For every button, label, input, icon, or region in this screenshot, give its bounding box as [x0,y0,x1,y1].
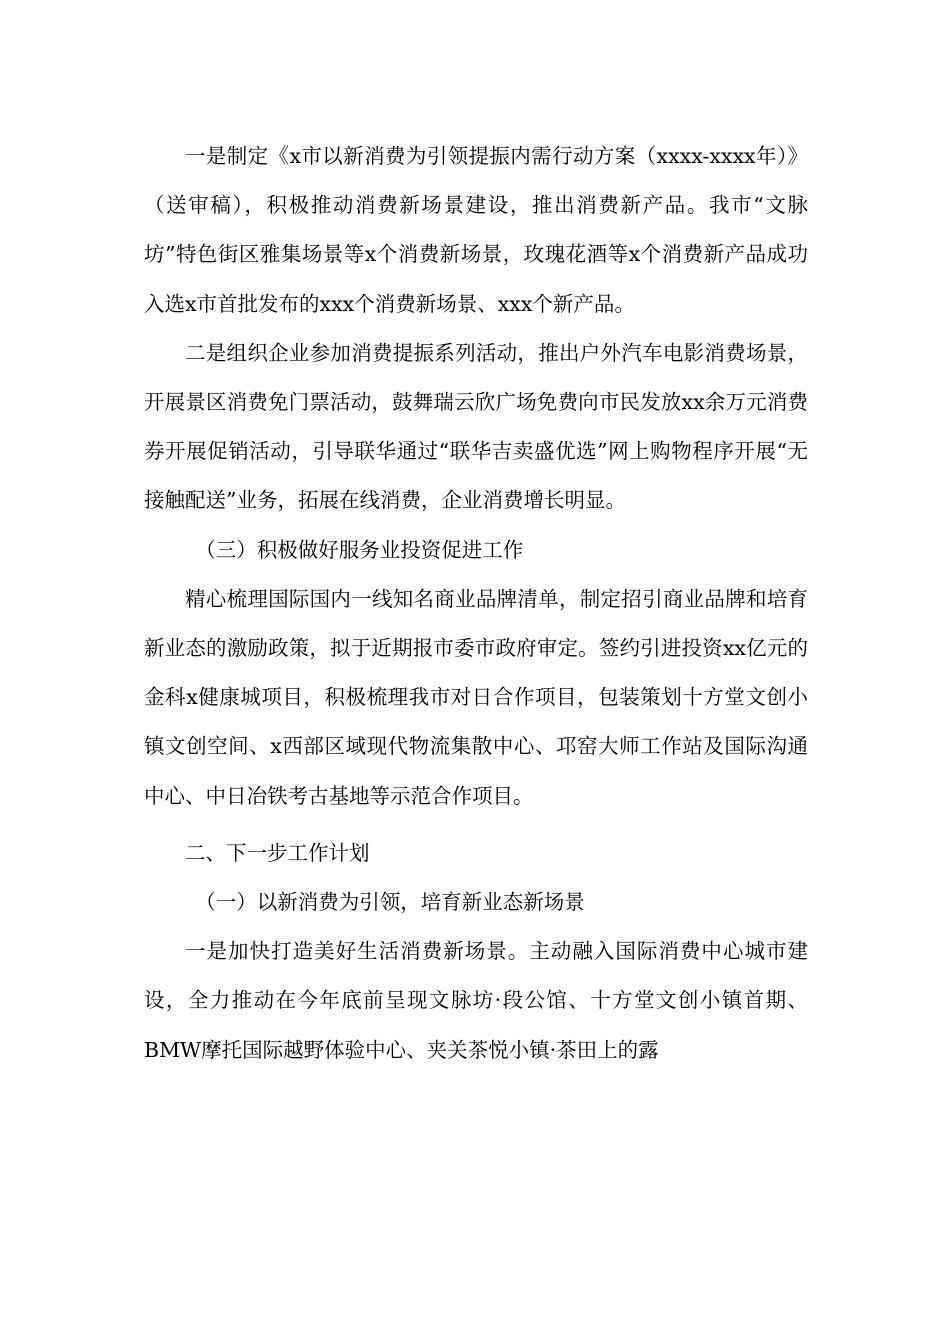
subheading-new-consumption: （一）以新消费为引领，培育新业态新场景 [195,890,585,915]
paragraph-brand-investment: 精心梳理国际国内一线知名商业品牌清单，制定招引商业品牌和培育新业态的激励政策，拟于近期报市委市政府审定。签约引进投资xx亿元的金科x健康城项目，积极梳理我市对日合作项目，包装策划十方堂文创小镇文创空间、x西部区域现代物流集散中心、邛窑大师工作站及国际沟通中心、中日冶铁考古基地等示范合作项目。 [144,586,808,808]
paragraph-consumption-plan: 一是制定《x市以新消费为引领提振内需行动方案（xxxx-xxxx年）》（送审稿），积极推动消费新场景建设，推出消费新产品。我市“文脉坊”特色街区雅集场景等x个消费新场景，玫瑰花酒等x个消费新产品成功入选x市首批发布的xxx个消费新场景、xxx个新产品。 [144,144,808,316]
subheading-service-investment: （三）积极做好服务业投资促进工作 [195,537,524,562]
heading-next-step-plan: 二、下一步工作计划 [185,840,370,865]
paragraph-consumption-scenes: 一是加快打造美好生活消费新场景。主动融入国际消费中心城市建设，全力推动在今年底前呈现文脉坊·段公馆、十方堂文创小镇首期、BMW摩托国际越野体验中心、夹关茶悦小镇·茶田上的露 [144,939,808,1062]
document-page [144,132,808,1075]
paragraph-consumption-activities: 二是组织企业参加消费提振系列活动，推出户外汽车电影消费场景，开展景区消费免门票活动，鼓舞瑞云欣广场免费向市民发放xx余万元消费券开展促销活动，引导联华通过“联华吉卖盛优选”网上购物程序开展“无接触配送”业务，拓展在线消费，企业消费增长明显。 [144,340,808,513]
